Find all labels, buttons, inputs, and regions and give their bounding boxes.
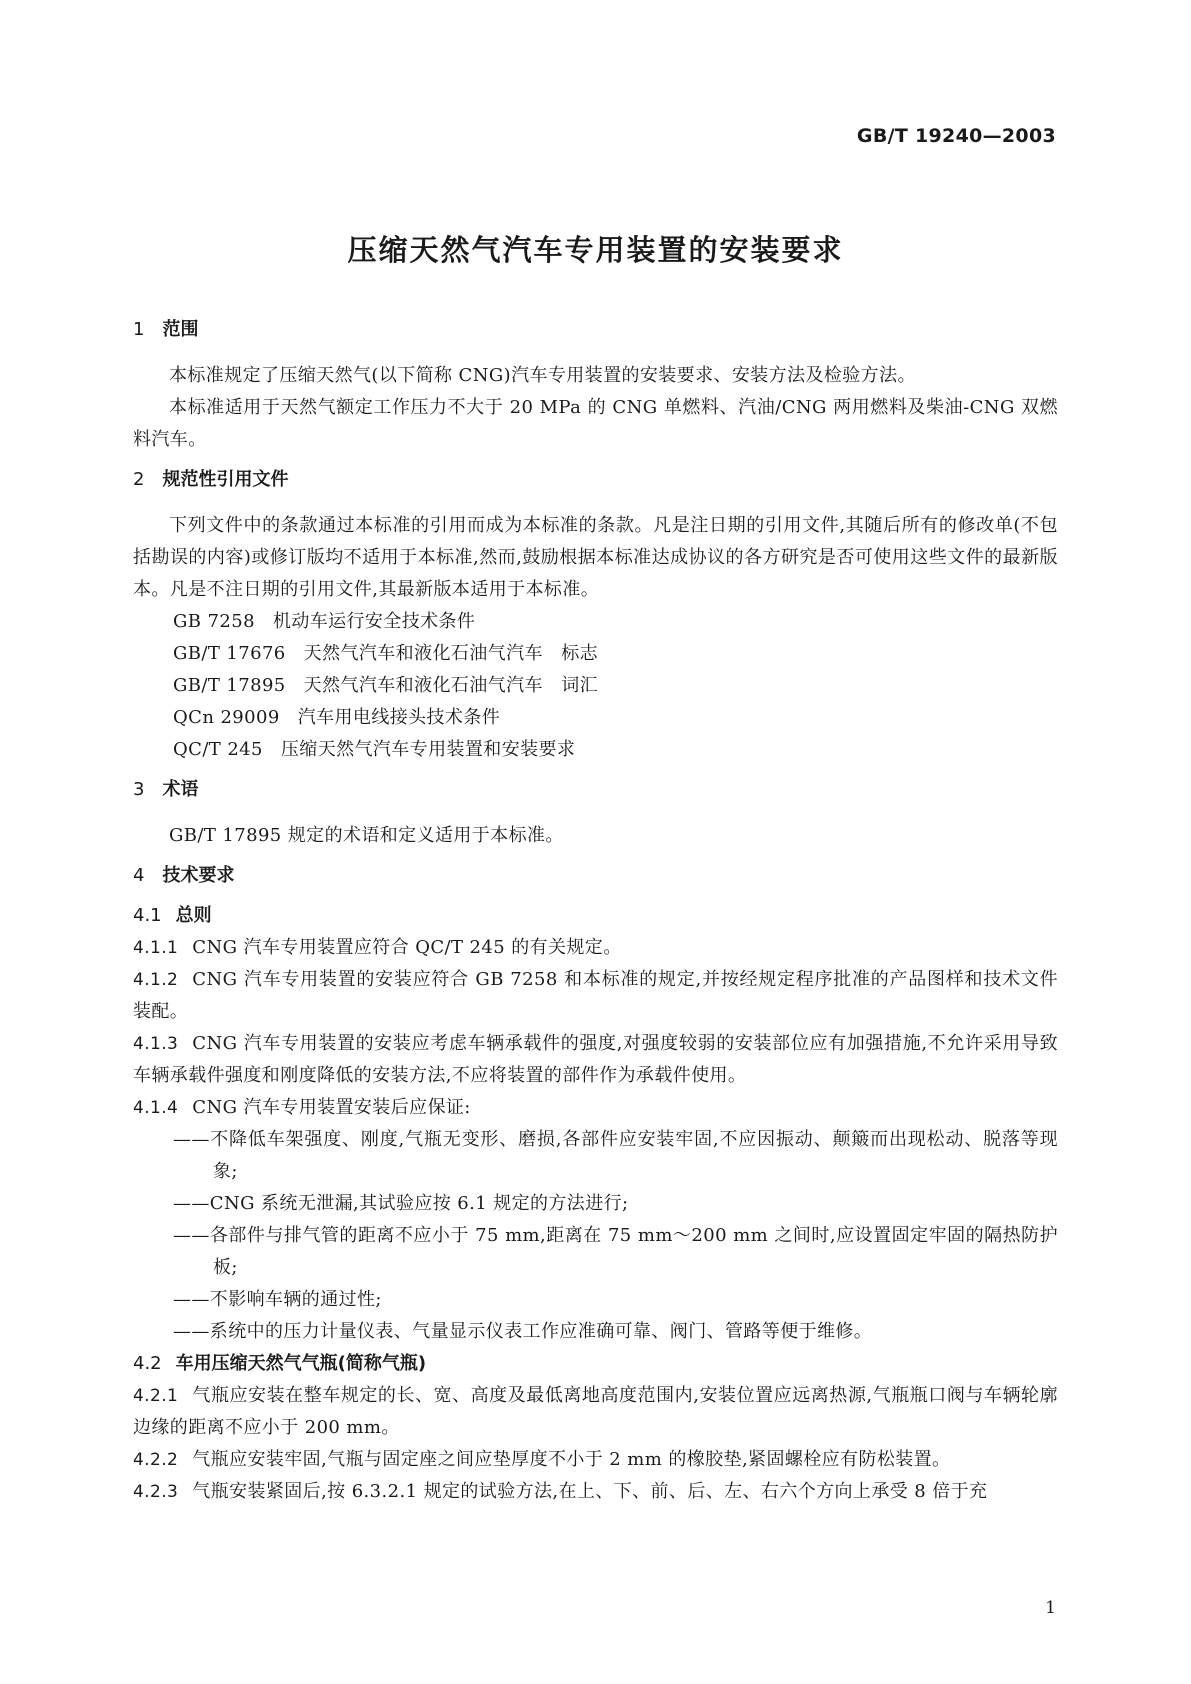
reference-code: GB/T 17895: [173, 675, 286, 696]
dash-list-item: ——不影响车辆的通过性;: [173, 1289, 382, 1310]
paragraph: 本标准规定了压缩天然气(以下简称 CNG)汽车专用装置的安装要求、安装方法及检验方法。: [169, 365, 916, 386]
clause-text: 气瓶应安装在整车规定的长、宽、高度及最低离地高度范围内,安装位置应远离热源,气瓶瓶口阀与车辆轮廓边缘的距离不应小于 200 mm。: [133, 1385, 1058, 1438]
section-title: 术语: [162, 779, 199, 800]
clause-text: 气瓶应安装牢固,气瓶与固定座之间应垫厚度不小于 2 mm 的橡胶垫,紧固螺栓应有防松装置。: [192, 1449, 951, 1470]
section-number: 3: [133, 779, 145, 800]
clause-text: 气瓶安装紧固后,按 6.3.2.1 规定的试验方法,在上、下、前、后、左、右六个方向上承受 8 倍于充: [192, 1481, 988, 1502]
section-heading-terms: [133, 778, 1058, 802]
document-title: 压缩天然气汽车专用装置的安装要求: [347, 233, 844, 267]
section-heading-scope: [133, 318, 1058, 342]
reference-code: GB 7258: [173, 611, 255, 632]
clause-number: 4.2.2: [133, 1450, 179, 1470]
dash-list-item: ——不降低车架强度、刚度,气瓶无变形、磨损,各部件应安装牢固,不应因振动、颠簸而出现松动、脱落等现象;: [173, 1129, 1058, 1182]
paragraph: 下列文件中的条款通过本标准的引用而成为本标准的条款。凡是注日期的引用文件,其随后所有的修改单(不包括勘误的内容)或修订版均不适用于本标准,然而,鼓励根据本标准达成协议的各方研究是否可使用这些文件的最新版本。凡是不注日期的引用文件,其最新版本适用于本标准。: [133, 515, 1058, 600]
reference-item: [133, 670, 1058, 702]
section-title: 规范性引用文件: [162, 469, 289, 490]
clause: [133, 1476, 1058, 1508]
reference-name: 压缩天然气汽车专用装置和安装要求: [280, 739, 576, 760]
clause: [133, 1028, 1058, 1092]
reference-name: 机动车运行安全技术条件: [272, 611, 476, 632]
clause: [133, 1092, 1058, 1124]
subsection-title: 总则: [175, 905, 212, 926]
subsection-heading-general: [133, 900, 1058, 932]
section-number: 4: [133, 865, 145, 886]
clause-text: CNG 汽车专用装置应符合 QC/T 245 的有关规定。: [192, 937, 622, 958]
section-number: 1: [133, 319, 145, 340]
clause-number: 4.1.4: [133, 1098, 179, 1118]
clause-number: 4.1.2: [133, 970, 179, 990]
reference-item: [133, 638, 1058, 670]
reference-name: 汽车用电线接头技术条件: [297, 707, 501, 728]
reference-code: QC/T 245: [173, 739, 263, 760]
section-heading-normative-references: [133, 468, 1058, 492]
reference-name: 天然气汽车和液化石油气汽车 标志: [303, 643, 599, 664]
clause: [133, 964, 1058, 1028]
clause-number: 4.1.3: [133, 1034, 179, 1054]
clause-number: 4.2.1: [133, 1386, 179, 1406]
dash-list-item: ——系统中的压力计量仪表、气量显示仪表工作应准确可靠、阀门、管路等便于维修。: [173, 1321, 873, 1342]
subsection-number: 4.1: [133, 905, 162, 926]
clause: [133, 932, 1058, 964]
clause-text: CNG 汽车专用装置的安装应考虑车辆承载件的强度,对强度较弱的安装部位应有加强措施,不允许采用导致车辆承载件强度和刚度降低的安装方法,不应将装置的部件作为承载件使用。: [133, 1033, 1058, 1086]
reference-code: QCn 29009: [173, 707, 280, 728]
dash-list-item: ——各部件与排气管的距离不应小于 75 mm,距离在 75 mm～200 mm 之间时,应设置固定牢固的隔热防护板;: [173, 1225, 1058, 1278]
paragraph: 本标准适用于天然气额定工作压力不大于 20 MPa 的 CNG 单燃料、汽油/CNG 两用燃料及柴油-CNG 双燃料汽车。: [133, 397, 1058, 450]
reference-code: GB/T 17676: [173, 643, 286, 664]
section-heading-technical-requirements: [133, 864, 1058, 888]
section-title: 范围: [162, 319, 199, 340]
clause: [133, 1380, 1058, 1444]
paragraph: GB/T 17895 规定的术语和定义适用于本标准。: [169, 825, 564, 846]
section-number: 2: [133, 469, 145, 490]
subsection-heading-cng-cylinder: [133, 1348, 1058, 1380]
clause: [133, 1444, 1058, 1476]
subsection-title: 车用压缩天然气气瓶(简称气瓶): [175, 1353, 427, 1374]
clause-number: 4.1.1: [133, 938, 179, 958]
dash-list-item: ——CNG 系统无泄漏,其试验应按 6.1 规定的方法进行;: [173, 1193, 629, 1214]
subsection-number: 4.2: [133, 1353, 162, 1374]
reference-item: [133, 702, 1058, 734]
standard-number: GB/T 19240—2003: [856, 125, 1056, 147]
reference-name: 天然气汽车和液化石油气汽车 词汇: [303, 675, 599, 696]
clause-number: 4.2.3: [133, 1482, 179, 1502]
clause-text: CNG 汽车专用装置的安装应符合 GB 7258 和本标准的规定,并按经规定程序批准的产品图样和技术文件装配。: [133, 969, 1058, 1022]
reference-item: [133, 734, 1058, 766]
clause-text: CNG 汽车专用装置安装后应保证:: [192, 1097, 471, 1118]
section-title: 技术要求: [162, 865, 235, 886]
reference-item: [133, 606, 1058, 638]
document-body: [133, 318, 1058, 1508]
page-number: 1: [1045, 1598, 1056, 1618]
